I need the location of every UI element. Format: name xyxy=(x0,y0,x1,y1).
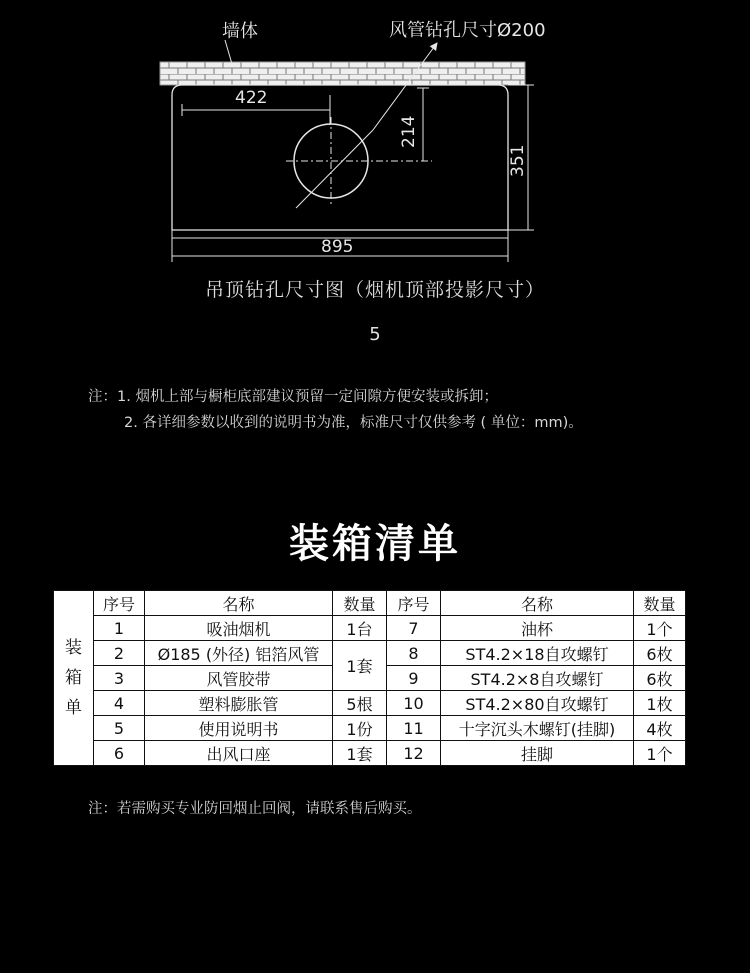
dim-height-label: 351 xyxy=(508,144,528,177)
header-qty-right: 数量 xyxy=(634,591,686,616)
duct-hole-label: 风管钻孔尺寸Ø200 xyxy=(389,20,546,41)
table-row: 5 使用说明书 1份 11 十字沉头木螺钉(挂脚) 4枚 xyxy=(54,716,686,741)
table-row: 4 塑料膨胀管 5根 10 ST4.2×80自攻螺钉 1枚 xyxy=(54,691,686,716)
dim-total-label: 895 xyxy=(321,237,354,257)
table-row: 3 风管胶带 9 ST4.2×8自攻螺钉 6枚 xyxy=(54,666,686,691)
table-row: 1 吸油烟机 1台 7 油杯 1个 xyxy=(54,616,686,641)
ceiling-drilling-diagram xyxy=(0,0,750,360)
dim-width-label: 422 xyxy=(235,88,268,108)
table-row: 6 出风口座 1套 12 挂脚 1个 xyxy=(54,741,686,766)
table-row: 2 Ø185 (外径) 铝箔风管 1套 8 ST4.2×18自攻螺钉 6枚 xyxy=(54,641,686,666)
header-no-left: 序号 xyxy=(94,591,145,616)
packing-list-table xyxy=(53,590,686,766)
table-header-row xyxy=(54,591,686,616)
wall xyxy=(160,62,525,85)
header-name-left: 名称 xyxy=(145,591,333,616)
dim-depth-label: 214 xyxy=(399,115,419,148)
note-line-1: 注：1. 烟机上部与橱柜底部建议预留一定间隙方便安装或拆卸； xyxy=(88,389,498,405)
header-no-right: 序号 xyxy=(387,591,441,616)
packing-list-title: 装箱清单 xyxy=(289,521,461,567)
hood-outline xyxy=(172,85,508,230)
header-name-right: 名称 xyxy=(441,591,634,616)
header-qty-left: 数量 xyxy=(333,591,387,616)
side-label-cell: 装 箱 单 xyxy=(54,591,94,766)
footer-note: 注：若需购买专业防回烟止回阀，请联系售后购买。 xyxy=(88,801,422,817)
diagram-caption: 吊顶钻孔尺寸图（烟机顶部投影尺寸） xyxy=(204,279,545,301)
note-line-2: 2. 各详细参数以收到的说明书为准，标准尺寸仅供参考 ( 单位：mm)。 xyxy=(124,415,583,431)
wall-label: 墙体 xyxy=(222,21,258,42)
page-number: 5 xyxy=(369,324,381,345)
